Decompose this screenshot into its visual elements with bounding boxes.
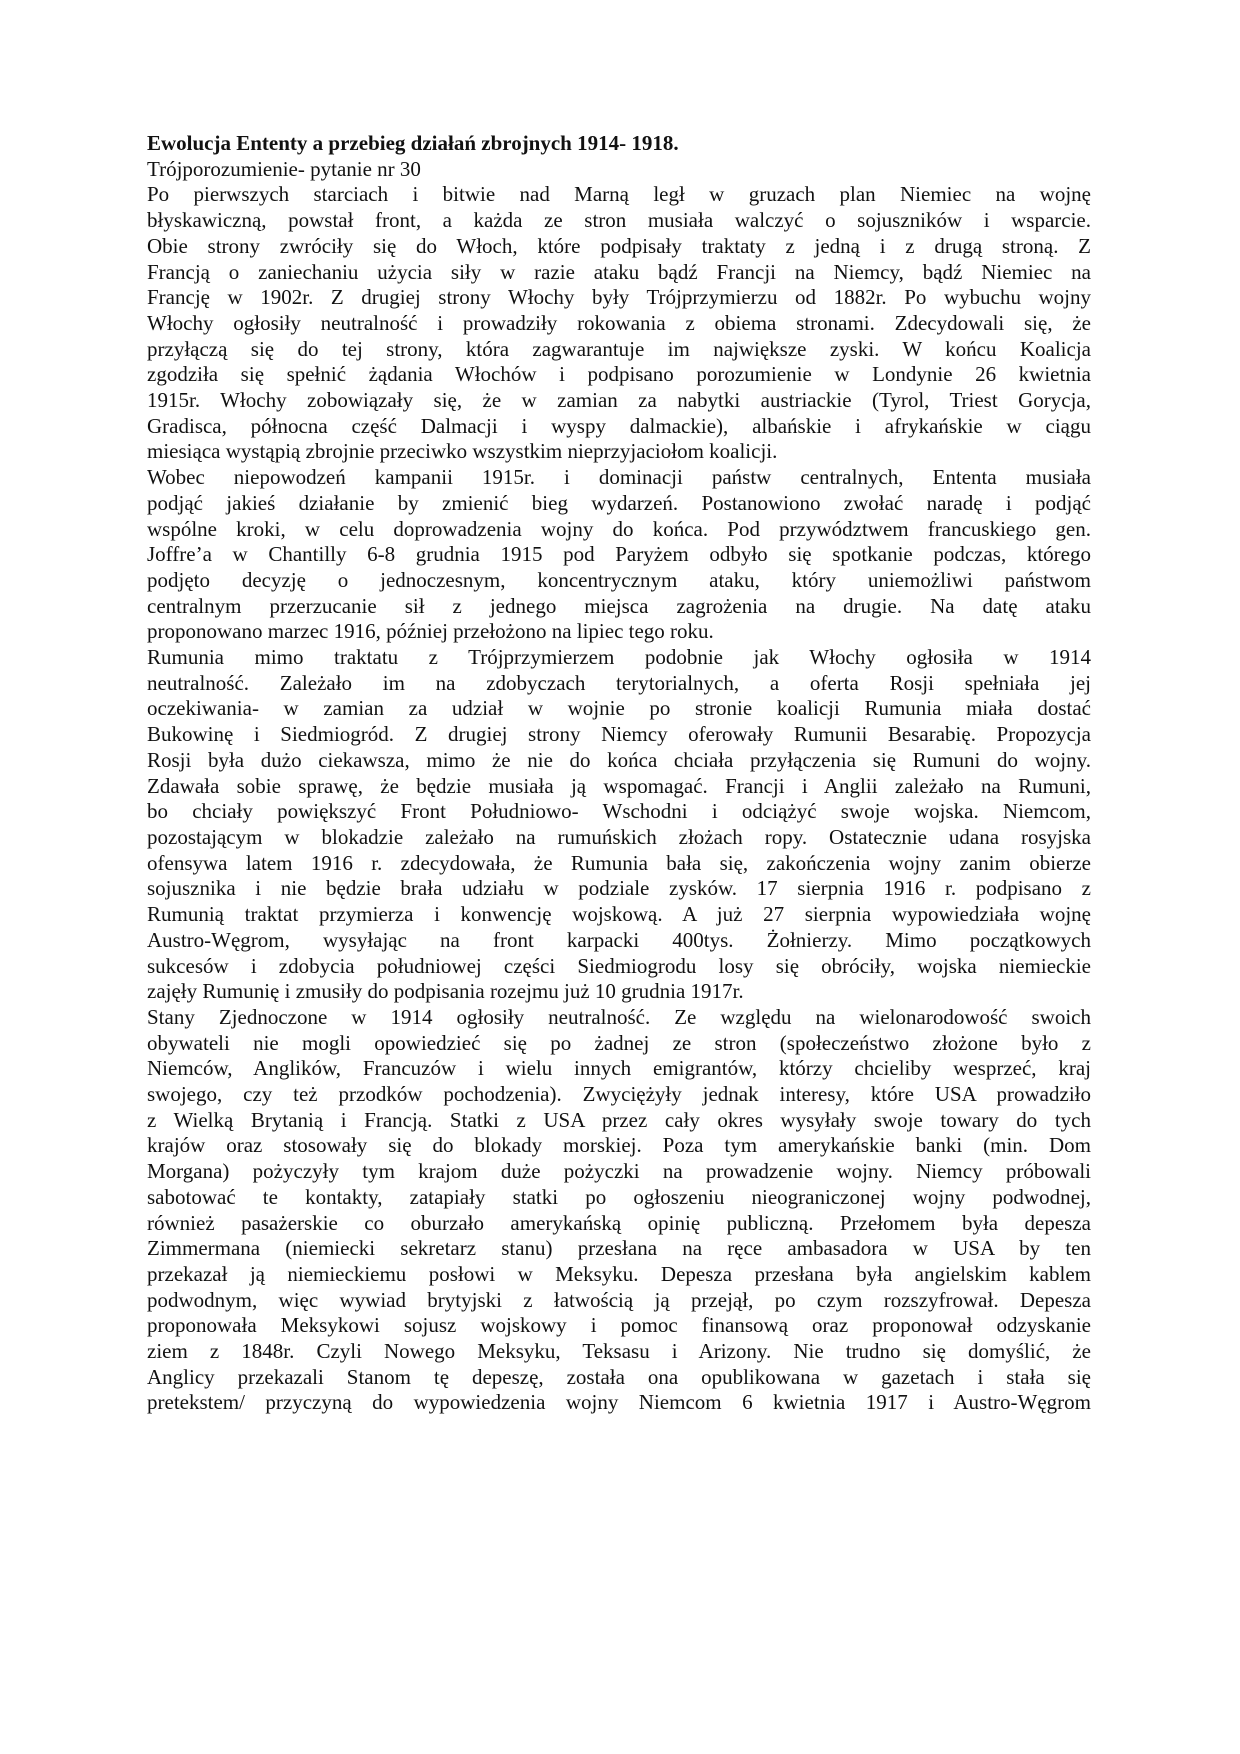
text-line: centralnym przerzucanie sił z jednego miejsca zagrożenia na drugie. Na datę ataku [147, 593, 1091, 618]
text-line: Niemców, Anglików, Francuzów i wielu innych emigrantów, którzy chcieliby wesprzeć, kraj [147, 1056, 1091, 1081]
text-line: Joffre’a w Chantilly 6-8 grudnia 1915 pod Paryżem odbyło się spotkanie podczas, którego [147, 542, 1091, 567]
text-line: bo chciały powiększyć Front Południowo- Wschodni i odciążyć swoje wojska. Niemcom, [147, 799, 1091, 824]
text-line: Austro-Węgrom, wysyłając na front karpacki 400tys. Żołnierzy. Mimo początkowych [147, 927, 1091, 952]
text-line: Francją o zaniechaniu użycia siły w razie ataku bądź Francji na Niemcy, bądź Niemiec na [147, 259, 1091, 284]
text-line: Anglicy przekazali Stanom tę depeszę, została ona opublikowana w gazetach i stała się [147, 1364, 1091, 1389]
document-subtitle: Trójporozumienie- pytanie nr 30 [147, 156, 421, 181]
text-line: wspólne kroki, w celu doprowadzenia wojny do końca. Pod przywództwem francuskiego gen. [147, 516, 1091, 541]
text-line: błyskawiczną, powstał front, a każda ze stron musiała walczyć o sojuszników i wsparcie. [147, 208, 1091, 233]
text-line: podjęto decyzję o jednoczesnym, koncentrycznym ataku, który uniemożliwi państwom [147, 567, 1091, 592]
text-line: krajów oraz stosowały się do blokady morskiej. Poza tym amerykańskie banki (min. Dom [147, 1133, 1091, 1158]
text-line: pretekstem/ przyczyną do wypowiedzenia wojny Niemcom 6 kwietnia 1917 i Austro-Węgrom [147, 1390, 1091, 1415]
text-line: podwodnym, więc wywiad brytyjski z łatwością ją przejął, po czym rozszyfrował. Depesza [147, 1287, 1091, 1312]
paragraph [147, 645, 1091, 1005]
text-line: Zimmermana (niemiecki sekretarz stanu) przesłana na ręce ambasadora w USA by ten [147, 1236, 1091, 1261]
text-line: przyłączą się do tej strony, która zagwarantuje im największe zyski. W końcu Koalicja [147, 336, 1091, 361]
text-line: Rumunią traktat przymierza i konwencję wojskową. A już 27 sierpnia wypowiedziała wojnę [147, 902, 1091, 927]
document-page [147, 131, 1091, 1416]
text-line: sukcesów i zdobycia południowej części Siedmiogrodu losy się obróciły, wojska niemieckie [147, 953, 1091, 978]
text-line: proponowano marzec 1916, później przełożono na lipiec tego roku. [147, 619, 714, 644]
text-line: Bukowinę i Siedmiogród. Z drugiej strony Niemcy oferowały Rumunii Besarabię. Propozycja [147, 722, 1091, 747]
text-line: pozostającym w blokadzie zależało na rumuńskich złożach ropy. Ostatecznie udana rosyjska [147, 824, 1091, 849]
text-line: podjąć jakieś działanie by zmienić bieg wydarzeń. Postanowiono zwołać naradę i podjąć [147, 490, 1091, 515]
text-line: Obie strony zwróciły się do Włoch, które podpisały traktaty z jedną i z drugą stroną. Z [147, 233, 1091, 258]
document-body [147, 182, 1091, 1416]
text-line: proponowała Meksykowi sojusz wojskowy i pomoc finansową oraz proponował odzyskanie [147, 1313, 1091, 1338]
paragraph [147, 465, 1091, 645]
text-line: sabotować te kontakty, zatapiały statki po ogłoszeniu nieograniczonej wojny podwodnej, [147, 1184, 1091, 1209]
text-line: Po pierwszych starciach i bitwie nad Marną legł w gruzach plan Niemiec na wojnę [147, 182, 1091, 207]
text-line: Francję w 1902r. Z drugiej strony Włochy były Trójprzymierzu od 1882r. Po wybuchu wojny [147, 285, 1091, 310]
text-line: z Wielką Brytanią i Francją. Statki z USA przez cały okres wysyłały swoje towary do tych [147, 1107, 1091, 1132]
text-line: swojego, czy też przodków pochodzenia). Zwyciężyły jednak interesy, które USA prowadziło [147, 1082, 1091, 1107]
text-line: Stany Zjednoczone w 1914 ogłosiły neutralność. Ze względu na wielonarodowość swoich [147, 1004, 1091, 1029]
text-line: sojusznika i nie będzie brała udziału w podziale zysków. 17 sierpnia 1916 r. podpisano z [147, 876, 1091, 901]
text-line: obywateli nie mogli opowiedzieć się po żadnej ze stron (społeczeństwo złożone było z [147, 1030, 1091, 1055]
text-line: Gradisca, północna część Dalmacji i wyspy dalmackie), albańskie i afrykańskie w ciągu [147, 413, 1091, 438]
text-line: oczekiwania- w zamian za udział w wojnie po stronie koalicji Rumunia miała dostać [147, 696, 1091, 721]
text-line: miesiąca wystąpią zbrojnie przeciwko wszystkim nieprzyjaciołom koalicji. [147, 439, 778, 464]
text-line: Zdawała sobie sprawę, że będzie musiała ją wspomagać. Francji i Anglii zależało na Rumuni, [147, 773, 1091, 798]
document-title: Ewolucja Ententy a przebieg działań zbrojnych 1914- 1918. [147, 131, 679, 155]
text-line: ziem z 1848r. Czyli Nowego Meksyku, Teksasu i Arizony. Nie trudno się domyślić, że [147, 1339, 1091, 1364]
text-line: zajęły Rumunię i zmusiły do podpisania rozejmu już 10 grudnia 1917r. [147, 979, 744, 1004]
text-line: 1915r. Włochy zobowiązały się, że w zamian za nabytki austriackie (Tyrol, Triest Gorycja, [147, 388, 1091, 413]
text-line: Rumunia mimo traktatu z Trójprzymierzem podobnie jak Włochy ogłosiła w 1914 [147, 645, 1091, 670]
text-line: Włochy ogłosiły neutralność i prowadziły rokowania z obiema stronami. Zdecydowali się, że [147, 310, 1091, 335]
paragraph [147, 182, 1091, 465]
text-line: przekazał ją niemieckiemu posłowi w Meksyku. Depesza przesłana była angielskim kablem [147, 1261, 1091, 1286]
text-line: Morgana) pożyczyły tym krajom duże pożyczki na prowadzenie wojny. Niemcy próbowali [147, 1159, 1091, 1184]
text-line: również pasażerskie co oburzało amerykańską opinię publiczną. Przełomem była depesza [147, 1210, 1091, 1235]
text-line: Rosji była dużo ciekawsza, mimo że nie do końca chciała przyłączenia się Rumuni do wojny. [147, 747, 1091, 772]
text-line: neutralność. Zależało im na zdobyczach terytorialnych, a oferta Rosji spełniała jej [147, 670, 1091, 695]
text-line: Wobec niepowodzeń kampanii 1915r. i dominacji państw centralnych, Ententa musiała [147, 465, 1091, 490]
text-line: ofensywa latem 1916 r. zdecydowała, że Rumunia bała się, zakończenia wojny zanim obierze [147, 850, 1091, 875]
paragraph [147, 1005, 1091, 1416]
text-line: zgodziła się spełnić żądania Włochów i podpisano porozumienie w Londynie 26 kwietnia [147, 362, 1091, 387]
